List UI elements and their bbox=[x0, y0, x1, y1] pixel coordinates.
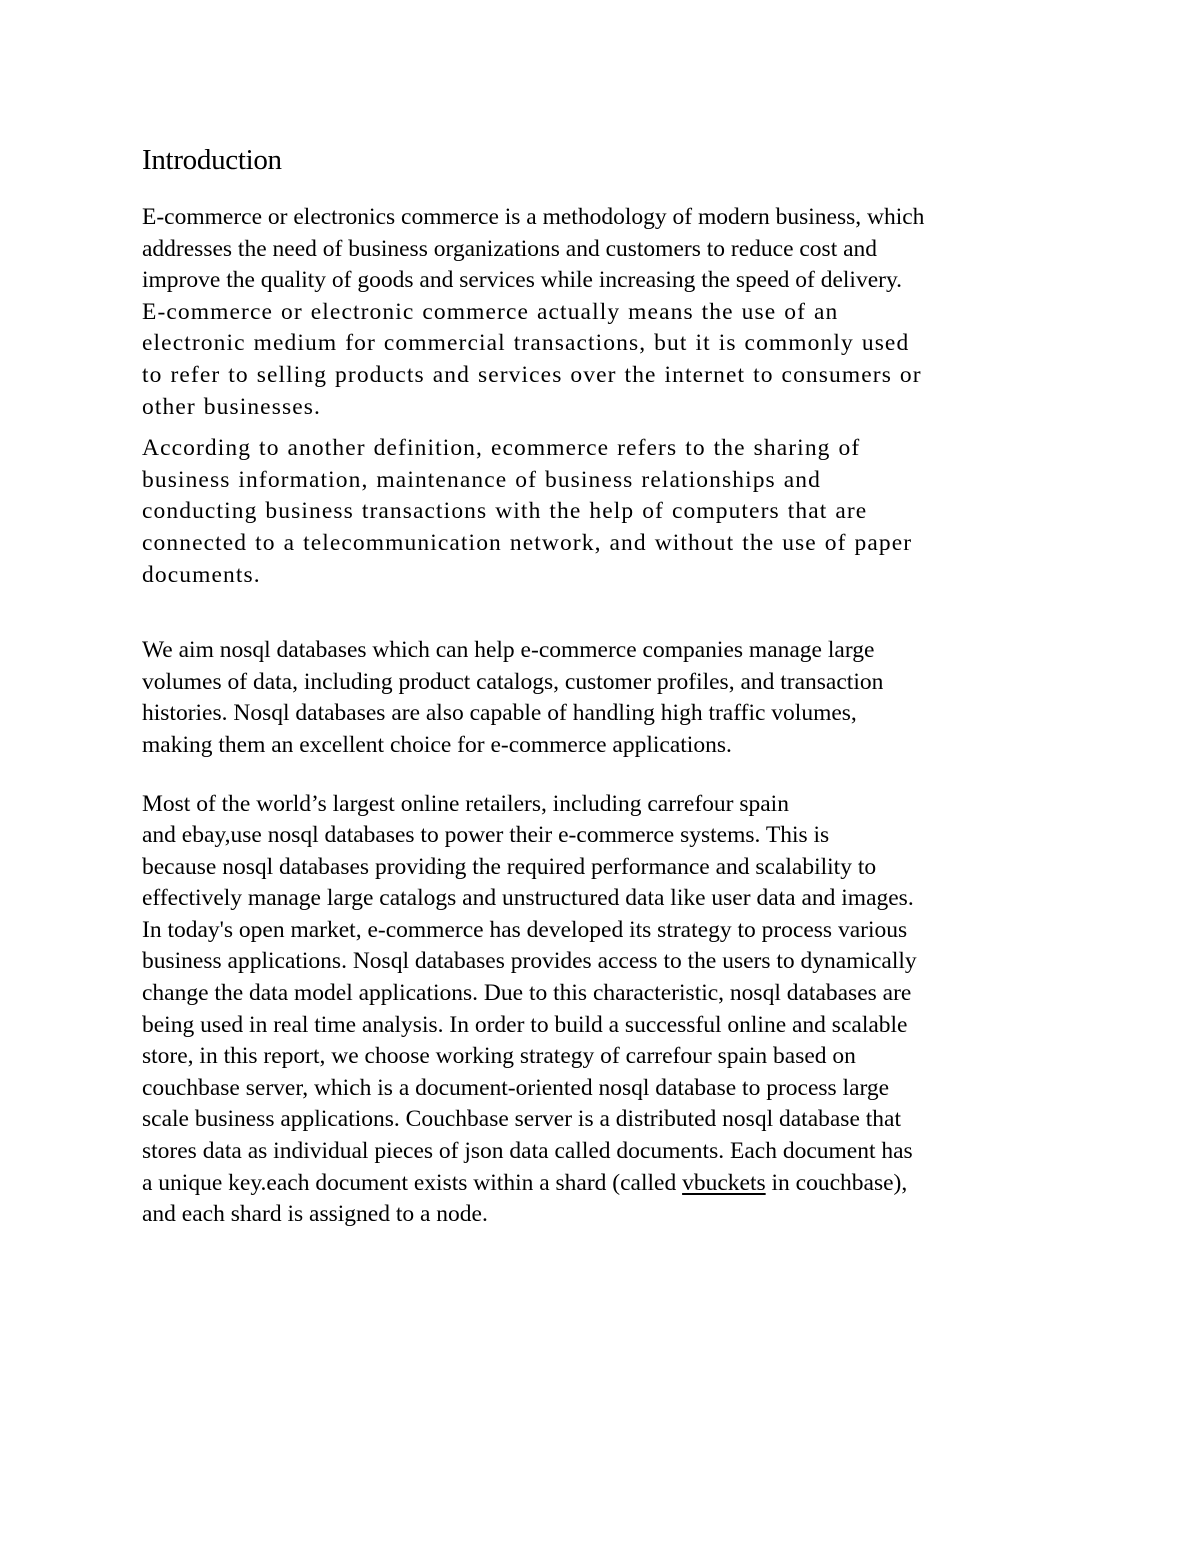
paragraph-line: couchbase server, which is a document-oriented nosql database to process large bbox=[142, 1074, 890, 1101]
paragraph-definition bbox=[142, 433, 1072, 591]
paragraph-line: According to another definition, ecommerce refers to the sharing of bbox=[142, 435, 861, 462]
paragraph-line: scale business applications. Couchbase server is a distributed nosql database that bbox=[142, 1106, 901, 1133]
paragraph-line: conducting business transactions with the help of computers that are bbox=[142, 498, 868, 525]
paragraph-line: In today's open market, e-commerce has developed its strategy to process various bbox=[142, 916, 908, 943]
paragraph-line: business information, maintenance of business relationships and bbox=[142, 466, 822, 493]
paragraph-line: improve the quality of goods and services while increasing the speed of delivery. bbox=[142, 267, 903, 294]
vbuckets-term: vbuckets bbox=[682, 1169, 766, 1196]
paragraph-aim bbox=[142, 635, 1072, 761]
paragraph-line: documents. bbox=[142, 561, 261, 588]
paragraph-line: connected to a telecommunication network, and without the use of paper bbox=[142, 529, 913, 556]
paragraph-line: histories. Nosql databases are also capable of handling high traffic volumes, bbox=[142, 700, 857, 727]
paragraph-line: addresses the need of business organizations and customers to reduce cost and bbox=[142, 235, 878, 262]
paragraph-line: making them an excellent choice for e-commerce applications. bbox=[142, 731, 732, 758]
paragraph-line: and each shard is assigned to a node. bbox=[142, 1201, 488, 1228]
paragraph-line: business applications. Nosql databases provides access to the users to dynamically bbox=[142, 948, 917, 975]
document-page bbox=[142, 140, 1072, 1231]
paragraph-retailers bbox=[142, 789, 1072, 1231]
paragraph-line: effectively manage large catalogs and unstructured data like user data and images. bbox=[142, 885, 914, 912]
page-title: Introduction bbox=[142, 144, 282, 176]
paragraph-line: because nosql databases providing the required performance and scalability to bbox=[142, 853, 877, 880]
paragraph-line: change the data model applications. Due to this characteristic, nosql databases are bbox=[142, 980, 912, 1007]
line-text: a unique key.each document exists within a shard (called bbox=[142, 1169, 683, 1196]
line-text: in couchbase), bbox=[765, 1169, 908, 1196]
paragraph-line: E-commerce or electronic commerce actually means the use of an bbox=[142, 298, 839, 325]
paragraph-line-with-term bbox=[142, 1168, 1072, 1200]
paragraph-line: Most of the world’s largest online retailers, including carrefour spain bbox=[142, 790, 789, 817]
paragraph-line: and ebay,use nosql databases to power their e-commerce systems. This is bbox=[142, 822, 830, 849]
paragraph-intro bbox=[142, 202, 1072, 423]
paragraph-line: to refer to selling products and services over the internet to consumers or bbox=[142, 361, 922, 388]
paragraph-line: other businesses. bbox=[142, 393, 321, 420]
paragraph-line: being used in real time analysis. In order to build a successful online and scalable bbox=[142, 1011, 908, 1038]
paragraph-line: stores data as individual pieces of json data called documents. Each document has bbox=[142, 1138, 913, 1165]
paragraph-line: volumes of data, including product catalogs, customer profiles, and transaction bbox=[142, 668, 884, 695]
paragraph-line: electronic medium for commercial transactions, but it is commonly used bbox=[142, 330, 910, 357]
paragraph-line: E-commerce or electronics commerce is a methodology of modern business, which bbox=[142, 204, 925, 230]
paragraph-line: store, in this report, we choose working strategy of carrefour spain based on bbox=[142, 1043, 856, 1070]
paragraph-line: We aim nosql databases which can help e-commerce companies manage large bbox=[142, 637, 875, 664]
